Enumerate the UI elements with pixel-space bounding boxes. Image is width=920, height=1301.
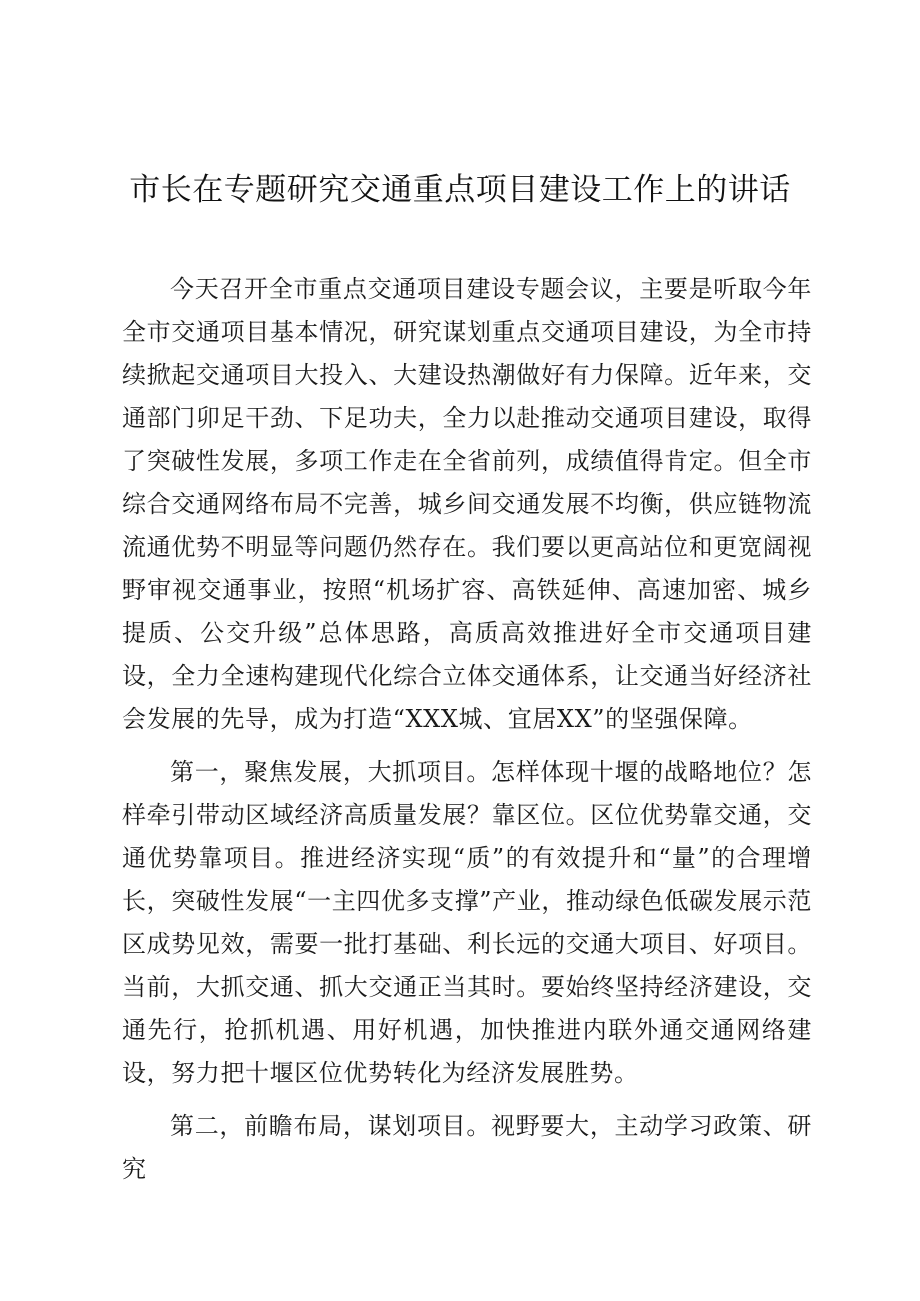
document-title: 市长在专题研究交通重点项目建设工作上的讲话 xyxy=(129,172,791,208)
document-body xyxy=(122,268,812,1201)
paragraph-first-point: 第一，聚焦发展，大抓项目。怎样体现十堰的战略地位？怎样牵引带动区域经济高质量发展？靠区位。区位优势靠交通，交通优势靠项目。推进经济实现“质”的有效提升和“量”的合理增长，突破性发展“一主四优多支撑”产业，推动绿色低碳发展示范区成势见效，需要一批打基础、利长远的交通大项目、好项目。当前，大抓交通、抓大交通正当其时。要始终坚持经济建设，交通先行，抢抓机遇、用好机遇，加快推进内联外通交通网络建设，努力把十堰区位优势转化为经济发展胜势。 xyxy=(122,758,812,1087)
paragraph-intro: 今天召开全市重点交通项目建设专题会议，主要是听取今年全市交通项目基本情况，研究谋划重点交通项目建设，为全市持续掀起交通项目大投入、大建设热潮做好有力保障。近年来，交通部门卯足干劲、下足功夫，全力以赴推动交通项目建设，取得了突破性发展，多项工作走在全省前列，成绩值得肯定。但全市综合交通网络布局不完善，城乡间交通发展不均衡，供应链物流流通优势不明显等问题仍然存在。我们要以更高站位和更宽阔视野审视交通事业，按照“机场扩容、高铁延伸、高速加密、城乡提质、公交升级”总体思路，高质高效推进好全市交通项目建设，全力全速构建现代化综合立体交通体系，让交通当好经济社会发展的先导，成为打造“XXX城、宜居XX”的坚强保障。 xyxy=(122,275,812,733)
paragraph-second-point: 第二，前瞻布局，谋划项目。视野要大，主动学习政策、研究 xyxy=(122,1112,812,1183)
